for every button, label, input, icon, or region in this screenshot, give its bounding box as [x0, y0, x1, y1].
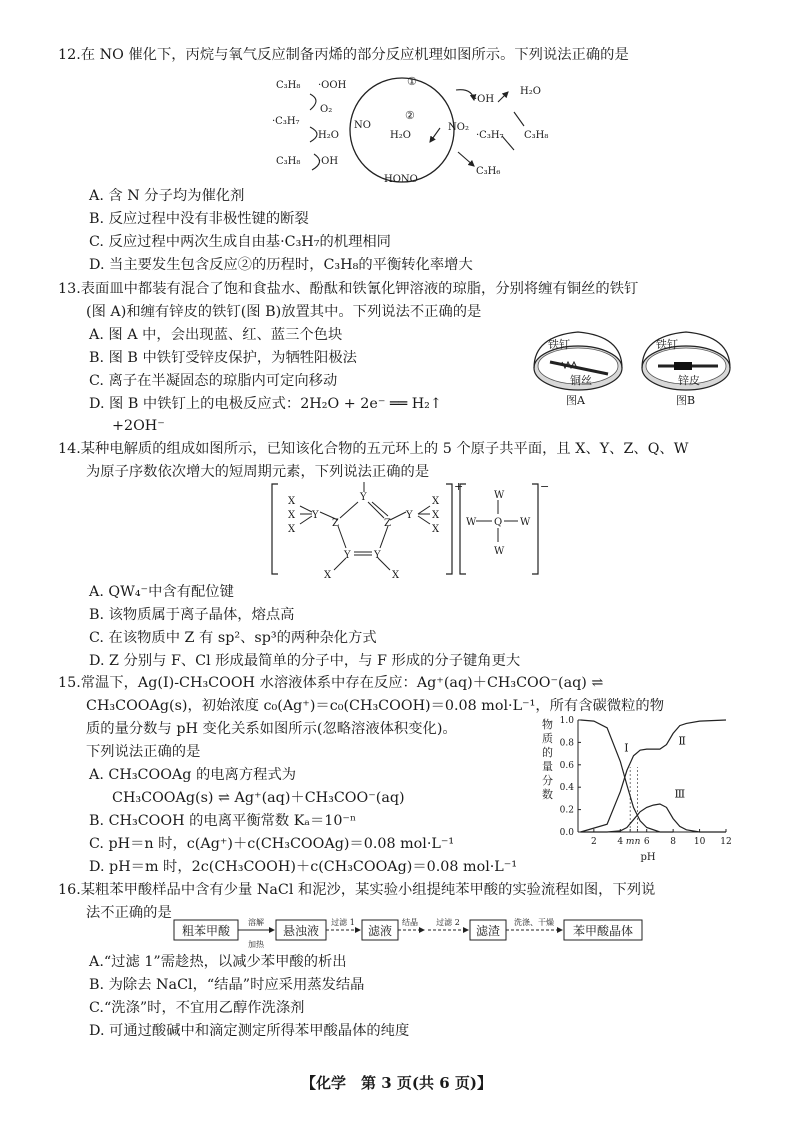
- q12-left-h2o: H₂O: [318, 130, 339, 141]
- q12-right-oh: ·OH: [474, 94, 495, 105]
- q12-center-h2o: H₂O: [390, 130, 411, 141]
- chart-y-tick-label: 0.2: [559, 805, 574, 816]
- flow-residue-label: 滤渣: [475, 924, 501, 938]
- q14-w-bottom: W: [494, 546, 505, 557]
- q15-stem-line-4: 下列说法正确的是: [86, 744, 201, 760]
- q15-option-a: A. CH₃COOAg 的电离方程式为: [89, 767, 297, 783]
- q13-option-d-continued: +2OH⁻: [112, 418, 165, 434]
- q15-stem-line-3: 质的量分数与 pH 变化关系如图所示(忽略溶液体积变化)。: [86, 721, 457, 737]
- q14-option-b: B. 该物质属于离子晶体，熔点高: [89, 607, 295, 623]
- q12-left-oh: ·OH: [318, 156, 339, 167]
- q16-option-b: B. 为除去 NaCl，“结晶”时应采用蒸发结晶: [89, 977, 365, 993]
- chart-ylabel-char: 的: [542, 746, 553, 759]
- chart-x-tick-label: 8: [670, 837, 677, 847]
- q14-w-right: W: [520, 517, 531, 528]
- q13-a-nail-label: 铁钉: [548, 338, 570, 351]
- q14-ring-z-right: Z: [384, 518, 391, 529]
- q13-option-b: B. 图 B 中铁钉受锌皮保护，为牺牲阳极法: [89, 350, 357, 366]
- q13-b-caption: 图B: [676, 394, 696, 407]
- flow-suspension-label: 悬浊液: [282, 924, 320, 938]
- chart-series-line-2: [581, 720, 726, 832]
- q16-option-d: D. 可通过酸碱中和滴定测定所得苯甲酸晶体的纯度: [89, 1023, 410, 1039]
- flow-step-heat: 加热: [248, 940, 264, 949]
- chart-series-line-1: [581, 720, 674, 832]
- q12-no: NO: [354, 120, 371, 131]
- chart-series-label-3: Ⅲ: [674, 787, 686, 801]
- q13-a-caption: 图A: [566, 394, 585, 407]
- q12-stem: 12.在 NO 催化下，丙烷与氧气反应制备丙烯的部分反应机理如图所示。下列说法正确的是: [58, 47, 629, 63]
- chart-ylabel-char: 质: [542, 732, 553, 745]
- chart-ylabel: [542, 717, 553, 801]
- q13-b-nail-label: 铁钉: [656, 338, 678, 351]
- q15-option-b: B. CH₃COOH 的电离平衡常数 Kₐ＝10⁻ⁿ: [89, 813, 357, 829]
- flow-crystal-label: 苯甲酸晶体: [572, 924, 634, 938]
- q14-x-l3: X: [288, 524, 296, 535]
- q12-left-ooh: ·OOH: [318, 80, 347, 91]
- chart-ylabel-char: 数: [542, 788, 553, 801]
- chart-ylabel-char: 分: [542, 774, 553, 787]
- chart-series-line-3: [581, 804, 726, 832]
- chart-x-tick-label: 2: [590, 837, 597, 847]
- q12-left-o2: O₂: [320, 104, 333, 115]
- q16-option-a: A.“过滤 1”需趁热，以减少苯甲酸的析出: [89, 954, 347, 970]
- q12-option-c: C. 反应过程中两次生成自由基·C₃H₇的机理相同: [89, 234, 391, 250]
- q14-x-l2: X: [288, 510, 296, 521]
- q13-stem-line-1: 13.表面皿中都装有混合了饱和食盐水、酚酞和铁氰化钾溶液的琼脂，分别将缠有铜丝的铁钉: [58, 281, 639, 297]
- q14-w-left: W: [466, 517, 477, 528]
- q12-option-d: D. 当主要发生包含反应②的历程时，C₃H₈的平衡转化率增大: [89, 257, 473, 273]
- q13-a-wire-label: 铜丝: [570, 374, 592, 387]
- q15-option-c: C. pH＝n 时，c(Ag⁺)＋c(CH₃COOAg)＝0.08 mol·L⁻¹: [89, 836, 455, 852]
- q14-x-r3: X: [432, 524, 440, 535]
- flow-step-dissolve: 溶解: [248, 918, 264, 927]
- q13-option-a: A. 图 A 中，会出现蓝、红、蓝三个色块: [89, 327, 343, 343]
- q13-option-c: C. 离子在半凝固态的琼脂内可定向移动: [89, 373, 338, 389]
- q14-y-right: Y: [406, 510, 413, 521]
- chart-y-tick-label: 0.6: [559, 760, 574, 771]
- q14-q-center: Q: [494, 517, 503, 528]
- chart-x-tick-label: 4: [617, 837, 624, 847]
- q12-no2: NO₂: [448, 122, 469, 133]
- chart-ylabel-char: 物: [542, 718, 553, 731]
- q14-y-left: Y: [312, 510, 319, 521]
- q14-w-top: W: [494, 490, 505, 501]
- chart-series-label-2: Ⅱ: [678, 734, 686, 748]
- q12-mechanism-diagram: [262, 72, 562, 188]
- q12-right-c3h8: C₃H₈: [524, 130, 549, 141]
- q13-stem-line-2: (图 A)和缠有锌皮的铁钉(图 B)放置其中。下列说法不正确的是: [86, 304, 482, 320]
- chart-x-tick-label: m: [625, 837, 635, 847]
- q13-dish-figures: [528, 322, 738, 408]
- chart-y-tick-label: 0.8: [559, 738, 574, 749]
- q12-left-c3h8-top: C₃H₈: [276, 80, 301, 91]
- q14-ring-z-left: Z: [332, 518, 339, 529]
- q14-x-bl: X: [324, 570, 332, 581]
- q13-option-d: D. 图 B 中铁钉上的电极反应式：2H₂O + 2e⁻ ══ H₂↑: [89, 396, 442, 412]
- q16-stem-line-1: 16.某粗苯甲酸样品中含有少量 NaCl 和泥沙，某实验小组提纯苯甲酸的实验流程如图，下列说: [58, 882, 656, 898]
- chart-x-tick-label: 12: [720, 837, 732, 847]
- q12-left-c3h8-bottom: C₃H₈: [276, 156, 301, 167]
- q14-minus-sign: −: [540, 480, 550, 493]
- chart-ylabel-char: 量: [542, 760, 553, 773]
- flow-filtrate-label: 滤液: [367, 924, 393, 938]
- q12-step-2: ②: [405, 109, 415, 122]
- q14-x-l1: X: [288, 496, 296, 507]
- flow-step-filter-1: 过滤 1: [331, 918, 355, 927]
- q14-option-a: A. QW₄⁻中含有配位键: [89, 584, 234, 600]
- q15-stem-line-1: 15.常温下，Ag(Ⅰ)-CH₃COOH 水溶液体系中存在反应：Ag⁺(aq)＋CH₃COO⁻(aq) ⇌: [58, 675, 604, 691]
- q14-ring-y-br: Y: [374, 550, 381, 561]
- q12-hono: HONO: [384, 174, 418, 185]
- chart-series-label-1: Ⅰ: [624, 741, 629, 755]
- q16-stem-line-2: 法不正确的是: [86, 905, 172, 921]
- flow-step-wash-dry: 洗涤、干燥: [514, 918, 554, 927]
- chart-y-tick-label: 0.4: [559, 783, 574, 794]
- q15-option-a-equation: CH₃COOAg(s) ⇌ Ag⁺(aq)＋CH₃COO⁻(aq): [112, 790, 405, 806]
- q14-x-r1: X: [432, 496, 440, 507]
- q16-option-c: C.“洗涤”时，不宜用乙醇作洗涤剂: [89, 1000, 305, 1016]
- page-footer: 【化学 第 3 页(共 6 页)】: [301, 1074, 492, 1092]
- q14-stem-line-2: 为原子序数依次增大的短周期元素，下列说法正确的是: [86, 464, 430, 480]
- q14-x-r2: X: [432, 510, 440, 521]
- q12-right-c3h7: ·C₃H₇: [476, 130, 504, 141]
- q15-stem-line-2: CH₃COOAg(s)，初始浓度 c₀(Ag⁺)＝c₀(CH₃COOH)＝0.08 mol·L⁻¹，所有含碳微粒的物: [86, 698, 665, 714]
- q14-ring-y-top: Y: [360, 492, 367, 503]
- q13-b-wire-label: 锌皮: [678, 374, 700, 387]
- q12-option-b: B. 反应过程中没有非极性键的断裂: [89, 211, 309, 227]
- q14-option-c: C. 在该物质中 Z 有 sp²、sp³的两种杂化方式: [89, 630, 377, 646]
- q15-chart: [536, 712, 736, 864]
- flow-step-crystallize: 结晶: [402, 918, 418, 927]
- chart-y-tick-label: 0.0: [559, 828, 574, 838]
- q14-stem-line-1: 14.某种电解质的组成如图所示，已知该化合物的五元环上的 5 个原子共平面，且 X、Y、Z、Q、W: [58, 441, 689, 457]
- q12-right-h2o: H₂O: [520, 86, 541, 97]
- q14-option-d: D. Z 分别与 F、Cl 形成最简单的分子中，与 F 形成的分子键角更大: [89, 653, 521, 669]
- chart-x-tick-label: n: [634, 837, 641, 847]
- q12-right-c3h6: C₃H₆: [476, 166, 501, 177]
- chart-x-tick-label: 6: [643, 837, 650, 847]
- chart-xlabel: pH: [640, 852, 656, 863]
- q14-ring-y-bl: Y: [344, 550, 351, 561]
- q12-left-c3h7: ·C₃H₇: [272, 116, 300, 127]
- q14-structure-diagram: [260, 478, 560, 582]
- q14-plus-sign: +: [454, 480, 464, 493]
- q12-option-a: A. 含 N 分子均为催化剂: [89, 188, 245, 204]
- flow-crude-label: 粗苯甲酸: [181, 924, 231, 938]
- q16-flow-diagram: [170, 914, 650, 950]
- flow-step-filter-2: 过滤 2: [436, 918, 460, 927]
- chart-x-tick-label: 10: [693, 837, 706, 847]
- q12-step-1: ①: [407, 75, 417, 88]
- chart-y-tick-label: 1.0: [559, 716, 574, 726]
- q14-x-br: X: [392, 570, 400, 581]
- q15-option-d: D. pH＝m 时，2c(CH₃COOH)＋c(CH₃COOAg)＝0.08 mol·L⁻¹: [89, 859, 518, 875]
